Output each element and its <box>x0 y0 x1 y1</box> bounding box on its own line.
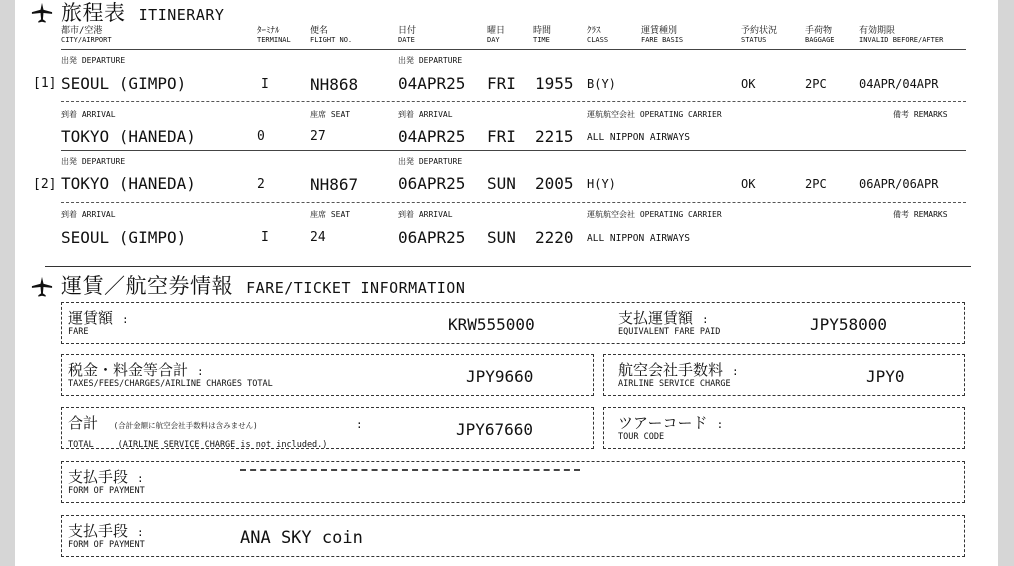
header-validity: 有効期限 INVALID BEFORE/AFTER <box>859 26 944 44</box>
departure-day: SUN <box>487 174 516 193</box>
header-flight: 便名 FLIGHT NO. <box>310 26 353 44</box>
arrival-date: 06APR25 <box>398 228 466 247</box>
ticket-page <box>15 0 998 566</box>
row-divider <box>61 202 966 203</box>
service-charge-label-en: AIRLINE SERVICE CHARGE <box>618 379 731 389</box>
validity: 04APR/04APR <box>859 77 939 91</box>
flight-number: NH867 <box>310 175 359 194</box>
header-status: 予約状況 STATUS <box>741 26 778 44</box>
total-label: 合計 (合計金額に航空会社手数料は含みません) <box>68 414 258 432</box>
departure-time: 1955 <box>535 74 574 93</box>
flight-number: NH868 <box>310 75 359 94</box>
header-fare-basis: 運賃種別 FARE BASIS <box>641 26 684 44</box>
operating-carrier-label: 運航航空会社 OPERATING CARRIER <box>587 210 722 219</box>
header-time: 時間 TIME <box>533 26 552 44</box>
taxes-value: JPY9660 <box>466 367 534 386</box>
remarks-label: 備考 REMARKS <box>893 110 948 119</box>
booking-status: OK <box>741 77 756 91</box>
arrival-day: SUN <box>487 228 516 247</box>
tour-code-label-en: TOUR CODE <box>618 432 665 442</box>
payment-label: 支払手段 : <box>68 522 144 540</box>
itinerary-title: 旅程表 ITINERARY <box>61 1 225 25</box>
taxes-label: 税金・料金等合計 : <box>68 361 204 379</box>
fare-box <box>61 302 965 344</box>
operating-carrier: ALL NIPPON AIRWAYS <box>587 132 690 143</box>
service-charge-value: JPY0 <box>866 367 905 386</box>
booking-status: OK <box>741 177 756 191</box>
fare-label: 運賃額 : <box>68 309 129 327</box>
equivalent-fare-value: JPY58000 <box>810 315 888 334</box>
booking-class: B(Y) <box>587 77 616 91</box>
arrival-city: TOKYO (HANEDA) <box>61 127 196 146</box>
departure-date-label: 出発 DEPARTURE <box>398 56 463 65</box>
departure-date-label: 出発 DEPARTURE <box>398 157 463 166</box>
baggage-allowance: 2PC <box>805 177 827 191</box>
seat-label: 座席 SEAT <box>310 210 351 219</box>
arrival-date: 04APR25 <box>398 127 466 146</box>
fare-title: 運賃／航空券情報 FARE/TICKET INFORMATION <box>61 274 466 298</box>
total-box <box>61 407 594 449</box>
header-class: ｸﾗｽ CLASS <box>587 26 609 44</box>
seat-number: 27 <box>310 129 326 144</box>
equivalent-fare-label: 支払運賃額 : <box>618 309 709 327</box>
total-label-en: TOTAL (AIRLINE SERVICE CHARGE is not included.) <box>68 440 328 450</box>
equivalent-fare-label-en: EQUIVALENT FARE PAID <box>618 327 721 337</box>
departure-terminal: 2 <box>257 177 265 192</box>
airplane-icon <box>31 2 53 24</box>
redacted-payment-value <box>240 462 580 476</box>
service-charge-label: 航空会社手数料 : <box>618 361 739 379</box>
segment-divider <box>61 150 966 151</box>
departure-terminal: I <box>261 77 269 92</box>
taxes-label-en: TAXES/FEES/CHARGES/AIRLINE CHARGES TOTAL <box>68 379 273 389</box>
header-terminal: ﾀｰﾐﾅﾙ TERMINAL <box>257 26 291 44</box>
departure-city: TOKYO (HANEDA) <box>61 174 196 193</box>
arrival-date-label: 到着 ARRIVAL <box>398 210 453 219</box>
seat-label: 座席 SEAT <box>310 110 351 119</box>
departure-time: 2005 <box>535 174 574 193</box>
arrival-day: FRI <box>487 127 516 146</box>
payment-label-en: FORM OF PAYMENT <box>68 486 145 496</box>
payment-label-en: FORM OF PAYMENT <box>68 540 145 550</box>
header-city: 都市/空港 CITY/AIRPORT <box>61 26 112 44</box>
operating-carrier-label: 運航航空会社 OPERATING CARRIER <box>587 110 722 119</box>
segment-index: [1] <box>33 76 57 91</box>
header-divider <box>61 49 966 50</box>
arrival-label: 到着 ARRIVAL <box>61 110 116 119</box>
airplane-icon <box>31 276 53 298</box>
booking-class: H(Y) <box>587 177 616 191</box>
section-divider <box>45 266 971 267</box>
remarks-label: 備考 REMARKS <box>893 210 948 219</box>
segment-index: [2] <box>33 177 57 192</box>
tour-code-label: ツアーコード : <box>618 414 724 432</box>
arrival-terminal: I <box>261 230 269 245</box>
payment-box-2 <box>61 515 965 557</box>
arrival-label: 到着 ARRIVAL <box>61 210 116 219</box>
operating-carrier: ALL NIPPON AIRWAYS <box>587 233 690 244</box>
departure-date: 04APR25 <box>398 74 466 93</box>
header-date: 日付 DATE <box>398 26 417 44</box>
fare-label-en: FARE <box>68 327 89 337</box>
service-charge-box <box>603 354 965 396</box>
payment-value: ANA SKY coin <box>240 528 363 548</box>
header-baggage: 手荷物 BAGGAGE <box>805 26 835 44</box>
validity: 06APR/06APR <box>859 177 939 191</box>
total-colon: : <box>356 418 363 431</box>
arrival-time: 2215 <box>535 127 574 146</box>
baggage-allowance: 2PC <box>805 77 827 91</box>
header-day: 曜日 DAY <box>487 26 506 44</box>
departure-date: 06APR25 <box>398 174 466 193</box>
departure-day: FRI <box>487 74 516 93</box>
row-divider <box>61 101 966 102</box>
seat-number: 24 <box>310 230 326 245</box>
arrival-date-label: 到着 ARRIVAL <box>398 110 453 119</box>
taxes-box <box>61 354 594 396</box>
departure-label: 出発 DEPARTURE <box>61 56 126 65</box>
payment-label: 支払手段 : <box>68 468 144 486</box>
departure-label: 出発 DEPARTURE <box>61 157 126 166</box>
arrival-city: SEOUL (GIMPO) <box>61 228 187 247</box>
arrival-time: 2220 <box>535 228 574 247</box>
arrival-terminal: 0 <box>257 129 265 144</box>
total-value: JPY67660 <box>456 420 534 439</box>
tour-code-box <box>603 407 965 449</box>
departure-city: SEOUL (GIMPO) <box>61 74 187 93</box>
payment-box <box>61 461 965 503</box>
fare-value: KRW555000 <box>448 315 535 334</box>
